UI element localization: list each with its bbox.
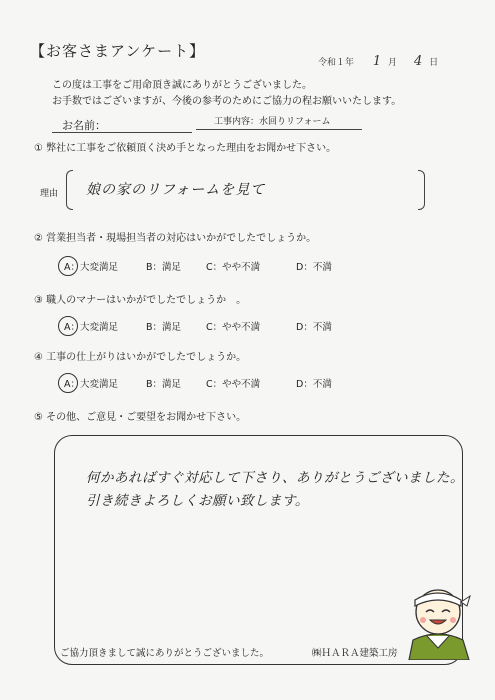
reason-bracket-left [66, 170, 73, 210]
q4-option-b: B：満足 [146, 379, 182, 390]
q3-option-d: D：不満 [296, 322, 332, 333]
q3-option-c: C：やや不満 [206, 322, 261, 333]
comment-line-1-handwritten: 何かあればすぐ対応して下さり、ありがとうございました。 [86, 470, 464, 486]
question-3: ③ 職人のマナーはいかがでしたでしょうか 。 [34, 295, 247, 306]
date-era: 令和１年 [318, 58, 355, 68]
q3-option-b: B：満足 [146, 322, 182, 333]
mascot-cheek-right [450, 617, 456, 623]
intro-line-1: この度は工事をご用命頂き誠にありがとうございました。 [52, 80, 312, 91]
mascot-cheek-left [420, 617, 426, 623]
work-content-label: 工事内容：水回りリフォーム [214, 117, 331, 127]
mascot-illustration [403, 568, 473, 660]
date-month-unit: 月 [388, 58, 398, 68]
q2-option-c: C：やや不満 [206, 262, 261, 273]
q4-option-d: D：不満 [296, 379, 332, 390]
q4-option-c: C：やや不満 [206, 379, 261, 390]
comment-line-2-handwritten: 引き続きよろしくお願い致します。 [86, 493, 309, 509]
date-day-handwritten: 4 [413, 54, 423, 69]
q2-option-a: A：大変満足 [64, 262, 118, 273]
question-5: ⑤ その他、ご意見・ご要望をお聞かせ下さい。 [34, 412, 247, 423]
date-day-unit: 日 [429, 58, 439, 68]
question-1: ① 弊社に工事をご依頼頂く決め手となった理由をお聞かせ下さい。 [34, 143, 337, 154]
company-name: ㈱ＨＡＲＡ建築工房 [312, 648, 398, 659]
q2-option-b: B：満足 [146, 262, 182, 273]
date-month-handwritten: 1 [372, 54, 382, 69]
intro-line-2: お手数ではございますが、今後の参考のためにご協力の程お願いいたします。 [52, 96, 402, 107]
question-4: ④ 工事の仕上がりはいかがでしたでしょうか。 [34, 352, 247, 363]
mascot-headband-knot [461, 596, 470, 606]
name-underline [52, 132, 192, 133]
q4-option-a: A：大変満足 [64, 379, 118, 390]
reason-answer-handwritten: 娘の家のリフォームを見て [86, 182, 266, 198]
question-2: ② 営業担当者・現場担当者の対応はいかがでしたでしょうか。 [34, 233, 317, 244]
q2-option-d: D：不満 [296, 262, 332, 273]
date-field [318, 54, 438, 69]
survey-title: 【お客さまアンケート】 [30, 42, 206, 60]
footer-thanks: ご協力頂きまして誠にありがとうございました。 [60, 648, 270, 659]
q3-option-a: A：大変満足 [64, 322, 118, 333]
reason-bracket-right [418, 170, 425, 210]
name-label: お名前： [62, 119, 106, 132]
reason-label: 理由 [40, 189, 59, 199]
work-underline [196, 129, 362, 130]
